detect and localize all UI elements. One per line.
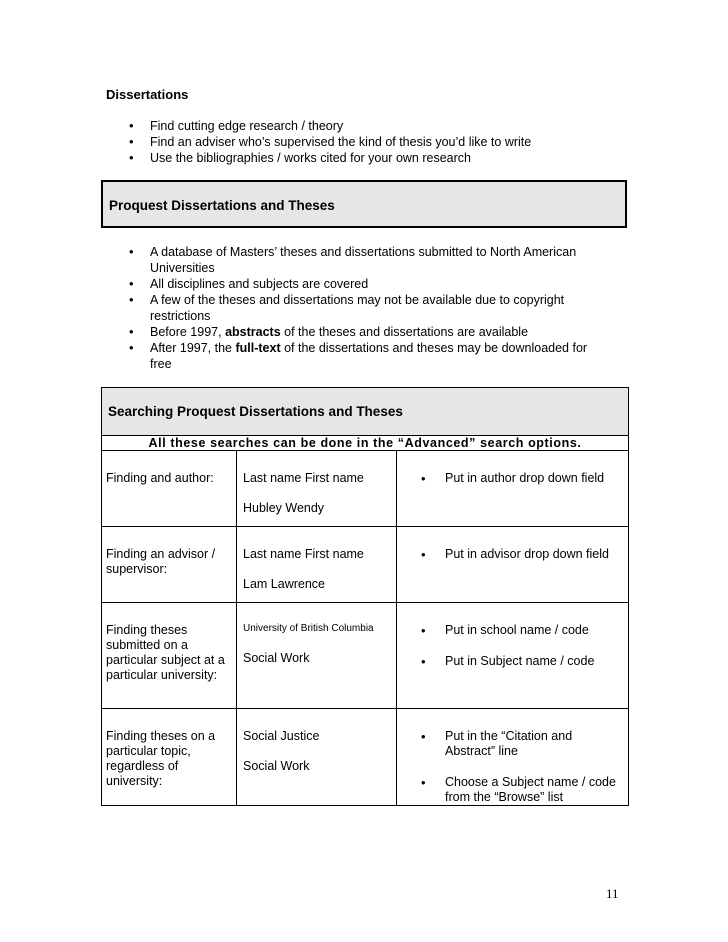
example-line: Lam Lawrence [243,577,325,591]
text: of the theses and dissertations are available [280,325,529,339]
tip-item: • Choose a Subject name / code from the “Browse” list [421,775,624,805]
example-line: Social Work [243,759,310,773]
text: of the dissertations and theses may be downloaded for free [150,341,588,371]
table-row [102,709,629,806]
bold-term: abstracts [225,325,281,339]
list-item: • Use the bibliographies / works cited for your own research [129,150,609,166]
searching-table [101,387,629,806]
dissertations-bullet-list [129,118,609,166]
row-label: Finding theses submitted on a particular subject at a particular university: [102,603,237,709]
tip-item: • Put in advisor drop down field [421,547,624,562]
list-item: • All disciplines and subjects are covered [129,276,605,292]
proquest-heading: Proquest Dissertations and Theses [109,198,335,213]
list-item: • A few of the theses and dissertations may not be available due to copyright restrictions [129,292,605,324]
tip-item: • Put in school name / code [421,623,624,638]
example-line: Social Work [243,651,310,665]
proquest-bullet-list [129,244,605,372]
row-tips [397,603,629,709]
row-label: Finding theses on a particular topic, regardless of university: [102,709,237,806]
example-line: Social Justice [243,729,320,743]
row-label: Finding an advisor / supervisor: [102,527,237,603]
row-example [237,709,397,806]
searching-heading: Searching Proquest Dissertations and Theses [108,404,403,419]
example-line: University of British Columbia [243,623,374,634]
dissertations-heading: Dissertations [106,87,189,102]
proquest-section-header [101,180,627,228]
row-tips [397,709,629,806]
advanced-search-note: All these searches can be done in the “Advanced” search options. [102,436,629,451]
page-number: 11 [606,886,619,901]
list-item: • Find cutting edge research / theory [129,118,609,134]
list-item: • A database of Masters’ theses and dissertations submitted to North American Universities [129,244,605,276]
row-tips [397,527,629,603]
table-row [102,527,629,603]
text: After 1997, the [150,341,236,355]
list-item [129,340,605,372]
searching-header-cell [102,388,629,436]
text: Before 1997, [150,325,226,339]
bold-term: full-text [235,341,281,355]
row-label: Finding and author: [102,451,237,527]
list-item: • Find an adviser who’s supervised the kind of thesis you’d like to write [129,134,609,150]
tip-item: • Put in Subject name / code [421,654,624,669]
row-example [237,451,397,527]
row-tips [397,451,629,527]
row-example [237,603,397,709]
table-row [102,603,629,709]
row-example [237,527,397,603]
table-row [102,451,629,527]
example-line: Hubley Wendy [243,501,325,515]
list-item [129,324,605,340]
table-note-row [102,436,629,451]
example-line: Last name First name [243,547,364,561]
tip-item: • Put in author drop down field [421,471,624,486]
tip-item: • Put in the “Citation and Abstract” line [421,729,624,759]
table-header-row [102,388,629,436]
example-line: Last name First name [243,471,364,485]
